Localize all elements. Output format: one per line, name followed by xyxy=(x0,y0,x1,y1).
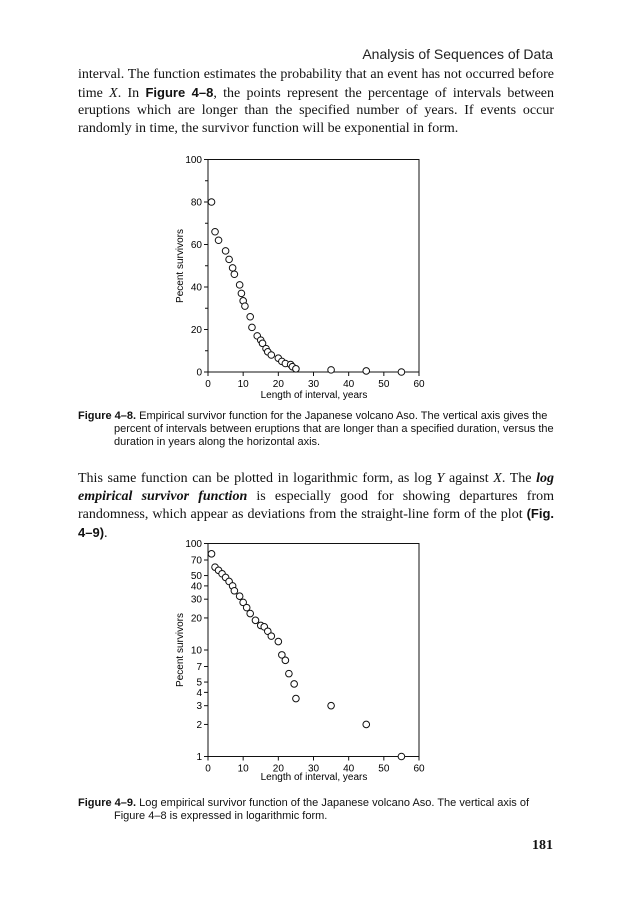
y-tick-label: 4 xyxy=(196,687,202,699)
paragraph-1-text-c: , the points represent the percentage of intervals between eruptions which are longer than the specified number of years. If events occur randomly in time, the survivor function will be exponential in form. xyxy=(78,85,554,136)
figure-4-8-label: Figure 4–8. xyxy=(78,410,137,422)
data-point xyxy=(208,551,215,558)
x-tick-label: 0 xyxy=(205,379,211,390)
x-tick-label: 30 xyxy=(307,763,320,775)
data-point xyxy=(293,695,300,702)
data-point xyxy=(238,290,245,297)
data-point xyxy=(275,638,282,645)
data-point xyxy=(252,617,259,624)
x-tick-label: 50 xyxy=(378,763,390,775)
data-point xyxy=(363,721,370,728)
paragraph-2-text-a: This same function can be plotted in logarithmic form, as log xyxy=(78,471,437,486)
x-tick-label: 0 xyxy=(205,763,211,775)
paragraph-1 xyxy=(78,66,554,137)
y-tick-label: 80 xyxy=(190,197,202,209)
x-tick-label: 20 xyxy=(272,763,284,775)
figure-4-9-caption-text: Log empirical survivor function of the Japanese volcano Aso. The vertical axis of Figure 4–8 is expressed in logarithmic form. xyxy=(114,797,530,822)
y-axis-label: Pecent survivors xyxy=(175,613,186,687)
data-point xyxy=(363,368,370,375)
x-axis-label: Length of interval, years xyxy=(260,772,368,783)
data-point xyxy=(247,610,254,617)
x-tick-label: 10 xyxy=(237,763,249,775)
y-tick-label: 1 xyxy=(196,752,202,763)
y-axis-label: Pecent survivors xyxy=(175,229,186,303)
data-point xyxy=(229,265,236,272)
paragraph-2-text-b: against xyxy=(444,471,494,486)
variable-x: X xyxy=(493,471,502,486)
running-header: Analysis of Sequences of Data xyxy=(362,46,553,62)
y-tick-label: 10 xyxy=(190,645,202,657)
x-tick-label: 50 xyxy=(378,379,390,390)
y-tick-label: 2 xyxy=(196,719,202,731)
data-point xyxy=(231,587,238,594)
defined-term: log empirical survivor function xyxy=(78,471,555,504)
x-tick-label: 60 xyxy=(413,763,425,775)
paragraph-2 xyxy=(78,470,554,542)
y-tick-label: 50 xyxy=(190,571,202,583)
y-tick-label: 40 xyxy=(190,282,202,294)
data-point xyxy=(398,369,405,376)
data-point xyxy=(222,248,229,255)
y-tick-label: 5 xyxy=(196,677,202,689)
y-tick-label: 100 xyxy=(185,539,202,550)
x-tick-label: 40 xyxy=(343,763,355,775)
data-point xyxy=(249,324,256,331)
figure-4-9-chart xyxy=(150,534,450,786)
x-tick-label: 20 xyxy=(272,379,284,390)
data-point xyxy=(242,303,249,310)
figure-4-8-caption-text: Empirical survivor function for the Japanese volcano Aso. The vertical axis gives the percent of intervals between eruptions that are longer than a specified duration, versus the duration in years along the horizontal axis. xyxy=(114,410,554,448)
variable-y: Y xyxy=(436,471,445,486)
y-tick-label: 7 xyxy=(196,661,202,673)
y-tick-label: 70 xyxy=(190,555,202,567)
data-point xyxy=(215,237,222,244)
data-point xyxy=(236,593,243,600)
data-point xyxy=(236,282,243,289)
data-point xyxy=(286,670,293,677)
data-point xyxy=(398,753,405,760)
y-tick-label: 60 xyxy=(190,240,202,251)
y-tick-label: 20 xyxy=(190,613,202,625)
data-point xyxy=(293,366,300,373)
y-tick-label: 30 xyxy=(190,594,202,606)
figure-4-9-reference: (Fig. 4–9) xyxy=(78,506,554,540)
data-point xyxy=(247,313,254,320)
plot-frame xyxy=(208,544,419,757)
y-tick-label: 0 xyxy=(196,367,202,379)
data-point xyxy=(231,271,238,278)
figure-4-9-label: Figure 4–9. xyxy=(78,797,137,809)
y-tick-label: 100 xyxy=(185,155,202,166)
variable-x: X xyxy=(109,85,118,101)
x-axis-label: Length of interval, years xyxy=(260,390,368,401)
paragraph-1-text-b: . In xyxy=(117,85,146,101)
paragraph-1-text-a: interval. The function estimates the probability that an event has not occurred before time xyxy=(78,67,554,101)
page-number: 181 xyxy=(532,838,553,853)
figure-4-8-chart xyxy=(150,150,450,402)
y-tick-label: 3 xyxy=(196,701,202,713)
plot-frame xyxy=(208,160,419,373)
data-point xyxy=(291,681,298,688)
x-tick-label: 60 xyxy=(413,379,425,390)
y-tick-label: 20 xyxy=(190,325,202,336)
data-point xyxy=(212,228,219,235)
x-tick-label: 10 xyxy=(237,379,249,390)
paragraph-2-text-d: is especially good for showing departures from randomness, which appear as deviations from the straight-line form of the plot xyxy=(78,488,554,522)
data-point xyxy=(208,199,215,206)
figure-4-9-caption xyxy=(78,797,554,823)
data-point xyxy=(268,352,275,359)
paragraph-2-text-e: . xyxy=(104,525,108,541)
paragraph-2-text-c: . The xyxy=(501,471,537,486)
data-point xyxy=(268,633,275,640)
figure-4-8-reference: Figure 4–8 xyxy=(145,84,214,100)
data-point xyxy=(328,702,335,709)
data-point xyxy=(226,256,233,263)
figure-4-8-caption xyxy=(78,410,554,449)
x-tick-label: 30 xyxy=(307,379,320,390)
data-point xyxy=(282,657,289,664)
data-point xyxy=(328,367,335,374)
x-tick-label: 40 xyxy=(343,379,355,390)
y-tick-label: 40 xyxy=(190,581,202,593)
